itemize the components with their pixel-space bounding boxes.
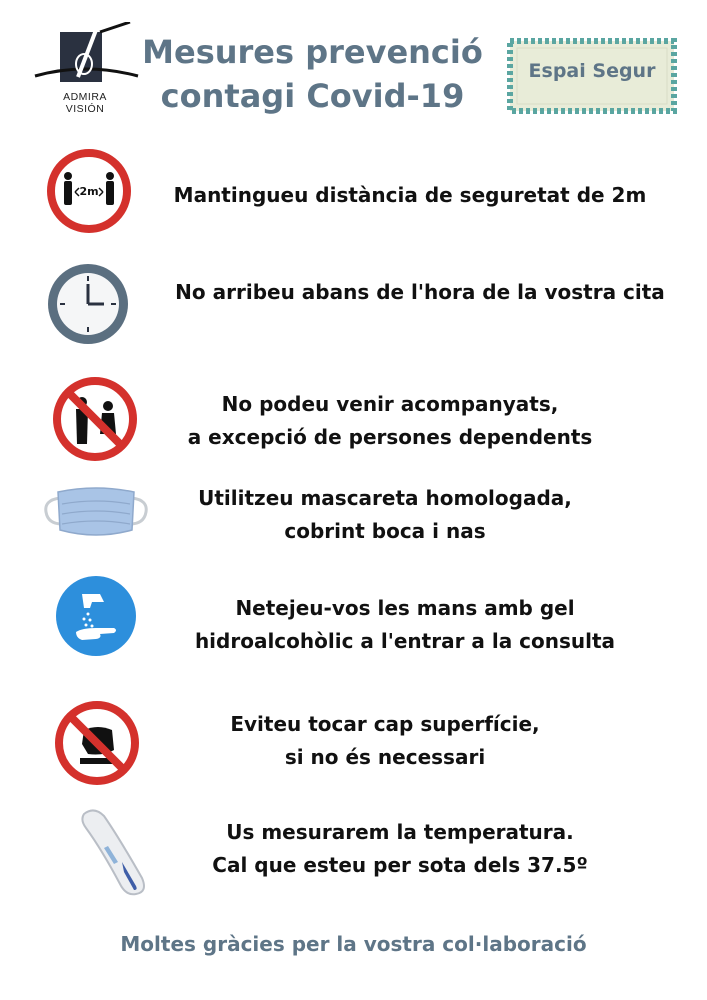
distance-sign-text: 2m [79, 185, 99, 198]
rule-surfaces-line-2: si no és necessari [284, 745, 486, 769]
page-title [140, 30, 485, 118]
clock-icon [44, 260, 132, 348]
distance-sign-icon [46, 148, 132, 234]
rule-companions-line-2: a excepció de persones dependents [187, 425, 593, 449]
thank-you-footer: Moltes gràcies per la vostra col·laboració [120, 932, 587, 956]
title-line-1: Mesures prevenció [142, 33, 483, 71]
rule-companions-line-1: No podeu venir acompanyats, [221, 392, 559, 416]
thermometer-icon [74, 806, 154, 898]
rule-surfaces-line-1: Eviteu tocar cap superfície, [230, 712, 540, 736]
rule-companions [150, 388, 630, 454]
rule-handwash-line-2: hidroalcohòlic a l'entrar a la consulta [194, 629, 616, 653]
title-line-2: contagi Covid-19 [160, 77, 465, 115]
logo-text [30, 91, 140, 115]
rule-surfaces [150, 708, 620, 774]
rule-handwash [150, 592, 660, 658]
rule-temperature-line-1: Us mesurarem la temperatura. [226, 820, 574, 844]
no-touch-icon [54, 700, 140, 786]
no-companions-icon [52, 376, 138, 462]
rule-arrival-line-1: No arribeu abans de l'hora de la vostra cita [175, 280, 665, 304]
rule-temperature-line-2: Cal que esteu per sota dels 37.5º [212, 853, 588, 877]
rule-mask-line-2: cobrint boca i nas [284, 519, 486, 543]
hand-wash-icon [52, 572, 140, 660]
logo-line-2: VISIÓN [65, 103, 105, 115]
logo-line-1: ADMIRA [63, 91, 107, 103]
face-mask-icon [40, 482, 152, 540]
stamp-label: Espai Segur [528, 60, 656, 82]
rule-arrival [150, 276, 690, 309]
rule-distance [150, 179, 670, 212]
rule-handwash-line-1: Netejeu-vos les mans amb gel [235, 596, 575, 620]
rule-mask-line-1: Utilitzeu mascareta homologada, [198, 486, 572, 510]
rule-distance-line-1: Mantingueu distància de seguretat de 2m [173, 183, 647, 207]
rule-mask [150, 482, 620, 548]
rule-temperature [150, 816, 650, 882]
